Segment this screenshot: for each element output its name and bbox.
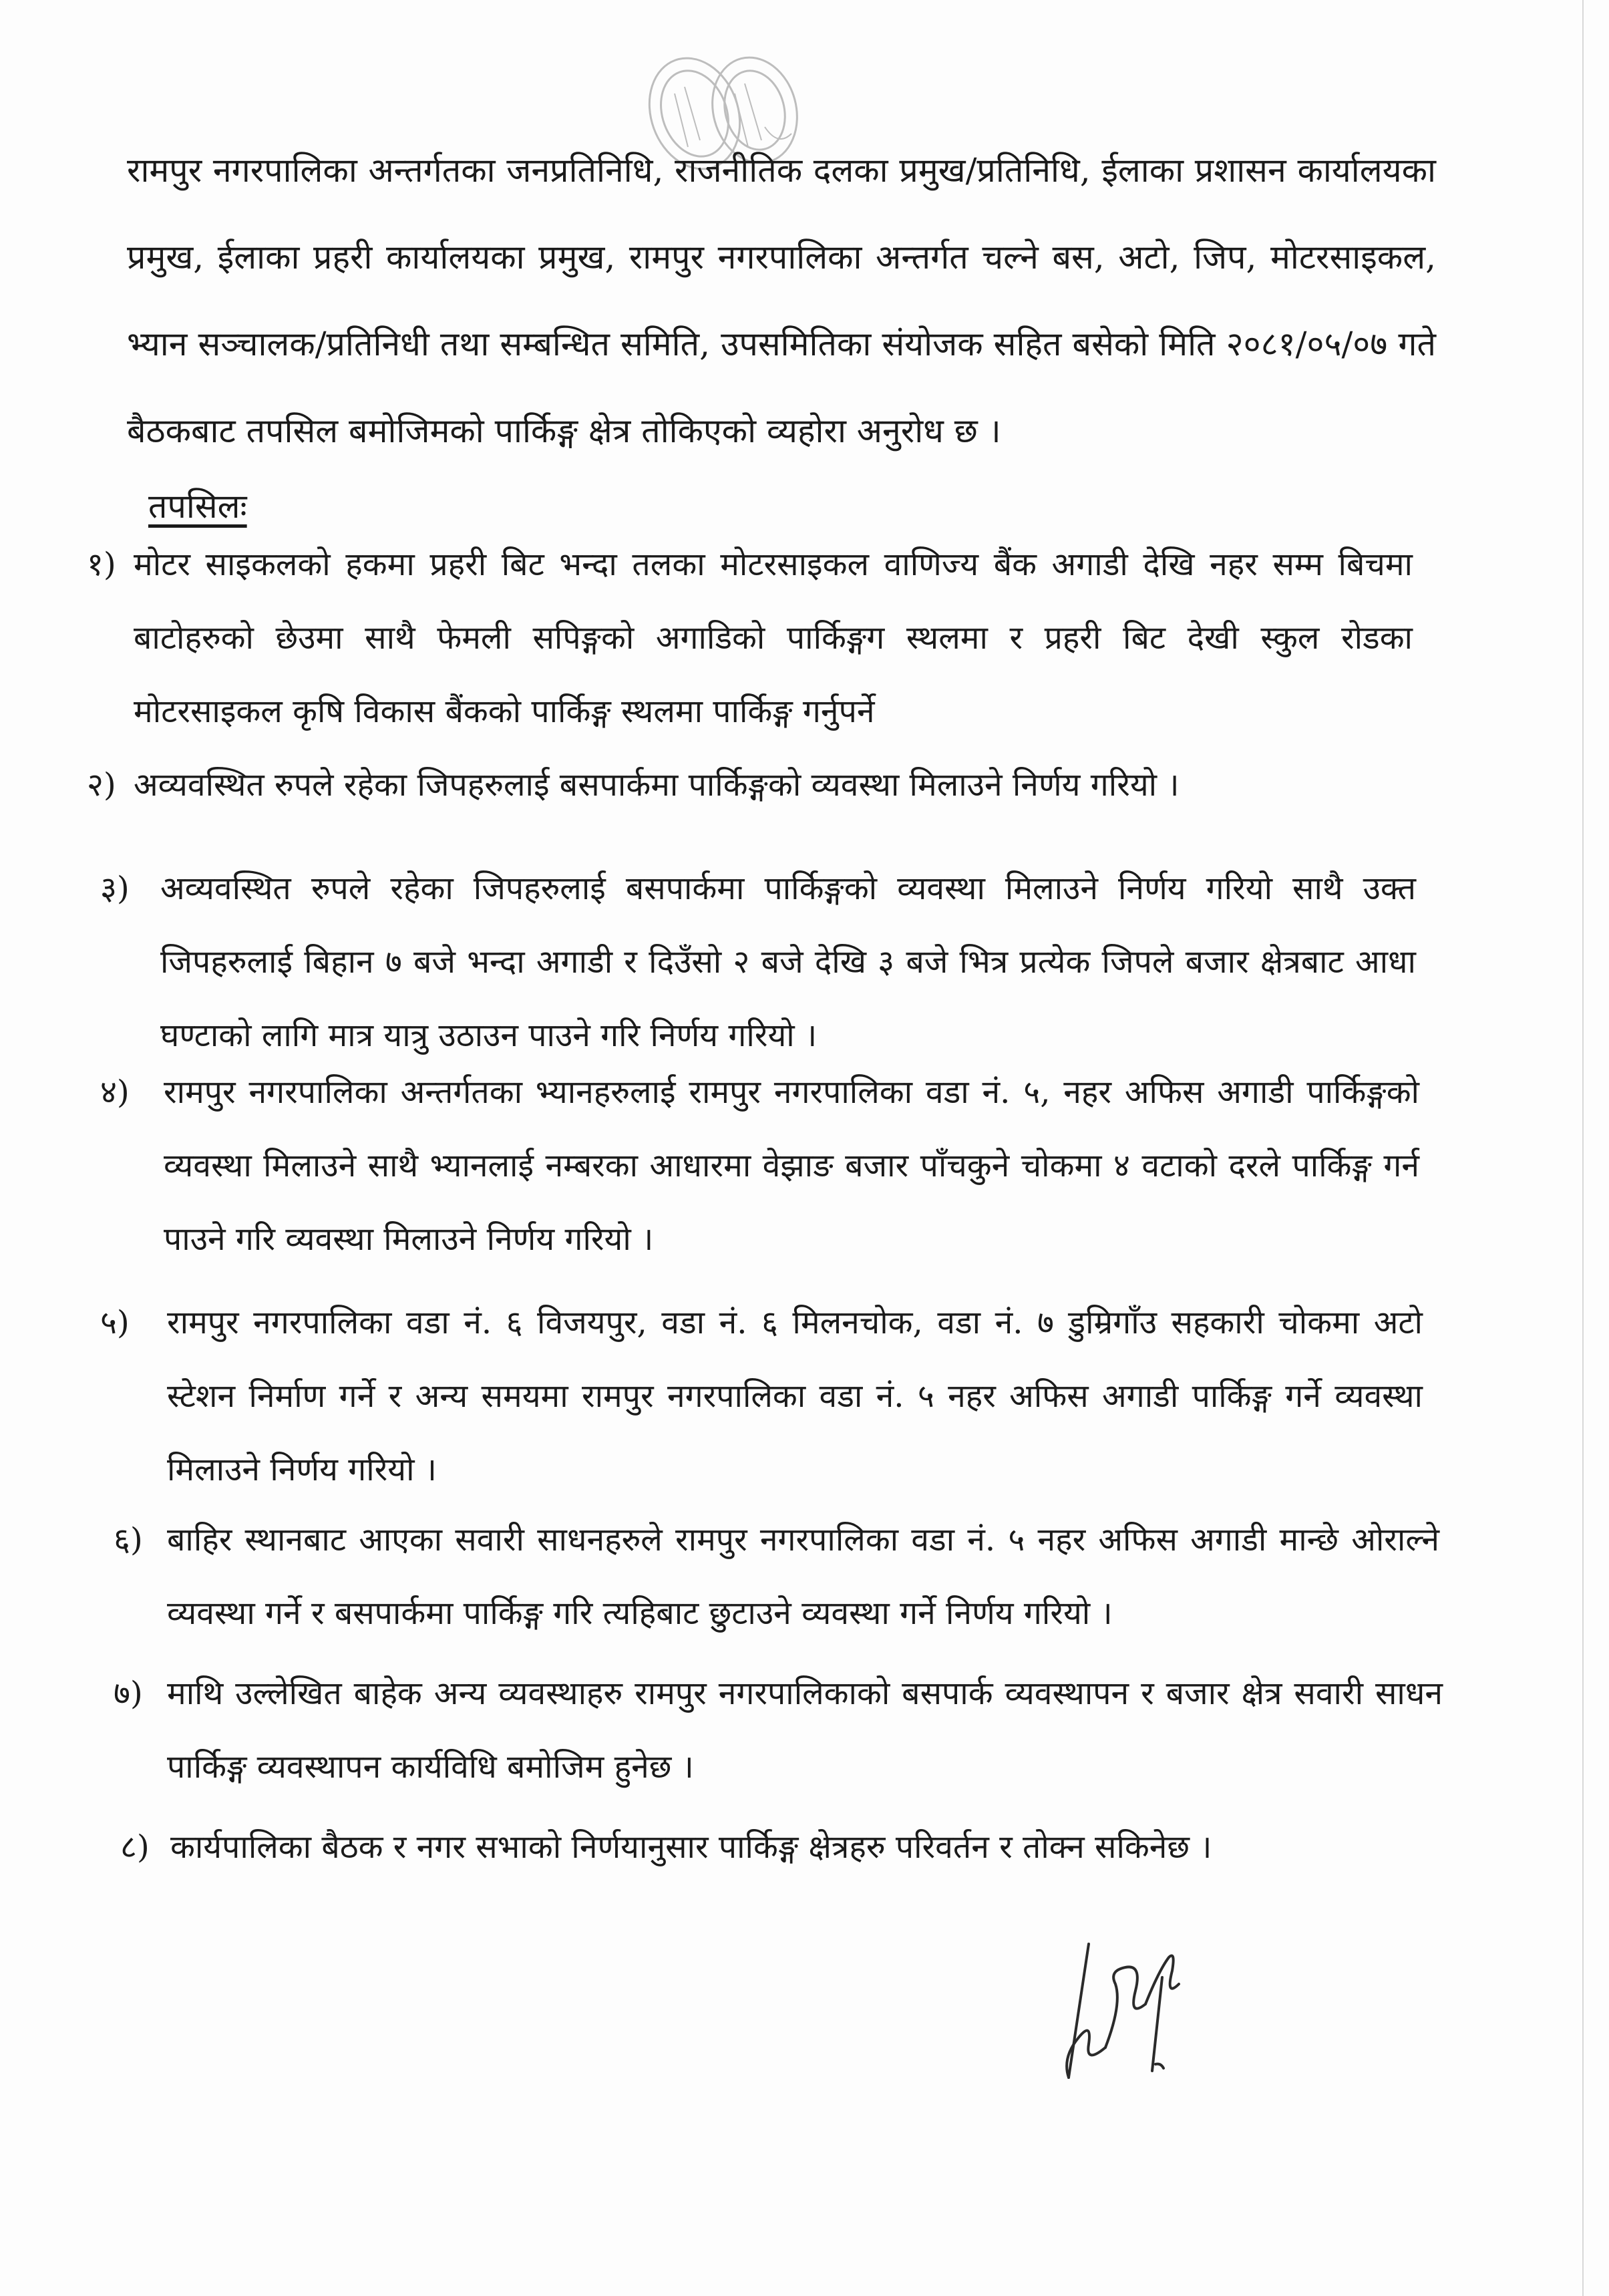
item-number: ८) <box>120 1828 150 1866</box>
list-item-8 <box>120 1810 1443 1884</box>
item-text: मोटर साइकलको हकमा प्रहरी बिट भन्दा तलका मोटरसाइकल वाणिज्य बैंक अगाडी देखि नहर सम्म बिचमा बाटोहरुको छेउमा साथै फेमली सपिङ्गको अगाडिको पार्किङ्गग स्थलमा र प्रहरी बिट देखी स्कुल रोडका मोटरसाइकल कृषि विकास बैंकको पार्किङ्ग स्थलमा पार्किङ्ग गर्नुपर्ने <box>134 546 1413 730</box>
list-item-1 <box>87 528 1413 748</box>
details-heading: तपसिलः <box>148 487 247 526</box>
item-number: २) <box>87 766 116 804</box>
item-number: ७) <box>114 1675 143 1712</box>
list-item-2 <box>87 748 1413 822</box>
list-item-5 <box>100 1286 1423 1506</box>
list-item-3 <box>100 852 1416 1072</box>
scan-edge-line <box>1582 0 1584 2296</box>
item-number: १) <box>87 546 116 583</box>
item-text: अव्यवस्थित रुपले रहेका जिपहरुलाई बसपार्कमा पार्किङ्गको व्यवस्था मिलाउने निर्णय गरियो साथै उक्त जिपहरुलाई बिहान ७ बजे भन्दा अगाडी र दिउँसो २ बजे देखि ३ बजे भित्र प्रत्येक जिपले बजार क्षेत्रबाट आधा घण्टाको लागि मात्र यात्रु उठाउन पाउने गरि निर्णय गरियो । <box>160 870 1416 1054</box>
item-number: ३) <box>100 870 130 907</box>
handwritten-signature <box>1042 1904 1202 2104</box>
list-item-7 <box>114 1657 1443 1804</box>
item-text: बाहिर स्थानबाट आएका सवारी साधनहरुले रामपुर नगरपालिका वडा नं. ५ नहर अफिस अगाडी मान्छे ओराल्ने व्यवस्था गर्ने र बसपार्कमा पार्किङ्ग गरि त्यहिबाट छुटाउने व्यवस्था गर्ने निर्णय गरियो । <box>167 1521 1439 1632</box>
list-item-4 <box>100 1055 1419 1276</box>
item-text: कार्यपालिका बैठक र नगर सभाको निर्णयानुसार पार्किङ्ग क्षेत्रहरु परिवर्तन र तोक्न सकिनेछ । <box>170 1828 1212 1866</box>
item-number: ५) <box>100 1304 130 1341</box>
item-number: ६) <box>114 1521 143 1559</box>
intro-paragraph: रामपुर नगरपालिका अन्तर्गतका जनप्रतिनिधि, राजनीतिक दलका प्रमुख/प्रतिनिधि, ईलाका प्रशासन कार्यालयका प्रमुख, ईलाका प्रहरी कार्यालयका प्रमुख, रामपुर नगरपालिका अन्तर्गत चल्ने बस, अटो, जिप, मोटरसाइकल, भ्यान सञ्चालक/प्रतिनिधी तथा सम्बन्धित समिति, उपसमितिका संयोजक सहित बसेको मिति २०८१/०५/०७ गते बैठकबाट तपसिल बमोजिमको पार्किङ्ग क्षेत्र तोकिएको व्यहोरा अनुरोध छ । <box>127 151 1436 450</box>
item-text: अव्यवस्थित रुपले रहेका जिपहरुलाई बसपार्कमा पार्किङ्गको व्यवस्था मिलाउने निर्णय गरियो । <box>134 766 1180 804</box>
item-text: माथि उल्लेखित बाहेक अन्य व्यवस्थाहरु रामपुर नगरपालिकाको बसपार्क व्यवस्थापन र बजार क्षेत्र सवारी साधन पार्किङ्ग व्यवस्थापन कार्यविधि बमोजिम हुनेछ । <box>167 1675 1443 1786</box>
item-text: रामपुर नगरपालिका अन्तर्गतका भ्यानहरुलाई रामपुर नगरपालिका वडा नं. ५, नहर अफिस अगाडी पार्किङ्गको व्यवस्था मिलाउने साथै भ्यानलाई नम्बरका आधारमा वेझाङ बजार पाँचकुने चोकमा ४ वटाको दरले पार्किङ्ग गर्न पाउने गरि व्यवस्था मिलाउने निर्णय गरियो । <box>164 1074 1419 1258</box>
item-text: रामपुर नगरपालिका वडा नं. ६ विजयपुर, वडा नं. ६ मिलनचोक, वडा नं. ७ डुम्रिगाँउ सहकारी चोकमा अटो स्टेशन निर्माण गर्ने र अन्य समयमा रामपुर नगरपालिका वडा नं. ५ नहर अफिस अगाडी पार्किङ्ग गर्ने व्यवस्था मिलाउने निर्णय गरियो । <box>167 1304 1423 1488</box>
item-number: ४) <box>100 1074 130 1111</box>
list-item-6 <box>114 1503 1439 1650</box>
